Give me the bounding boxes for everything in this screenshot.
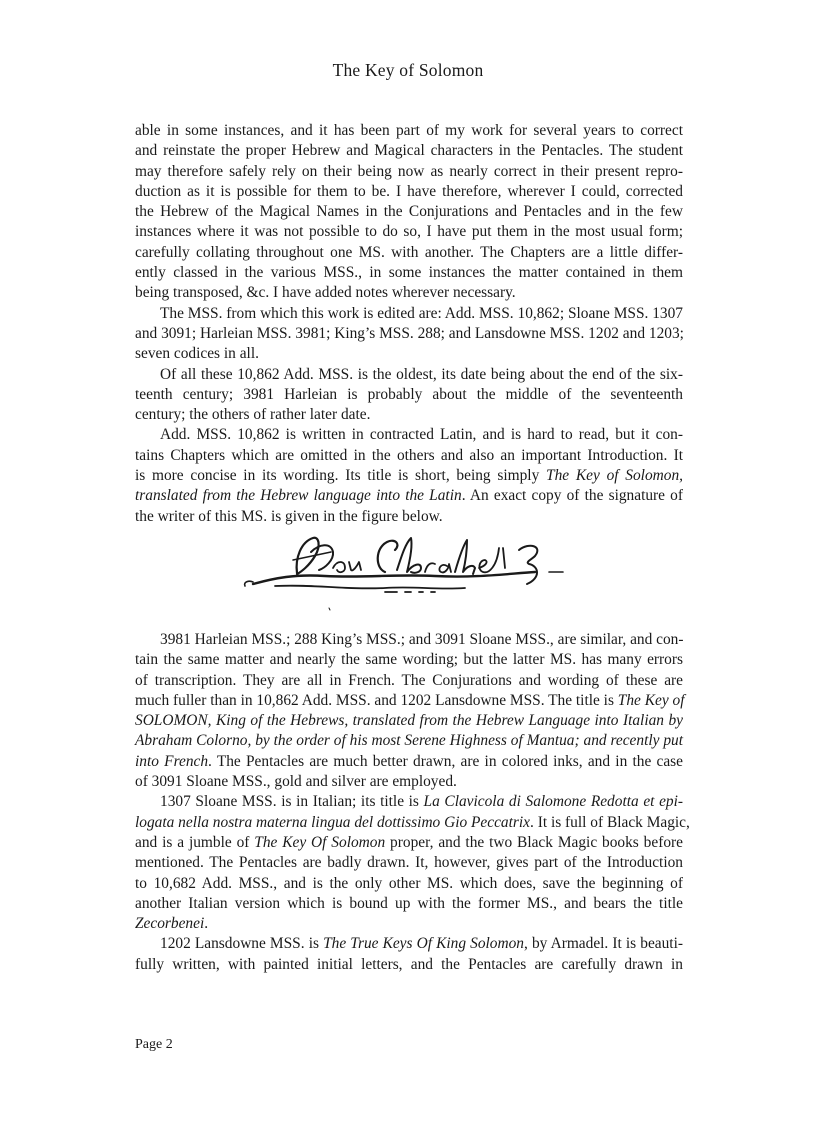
text-line: the writer of this MS. is given in the figure below.	[135, 507, 443, 525]
text-line: Abraham Colorno, by the order of his most Serene Highness of Mantua; and recently put	[135, 732, 683, 750]
text-line: Zecorbenei.	[135, 915, 209, 933]
running-header: The Key of Solomon	[332, 60, 484, 80]
text-line: being transposed, &c. I have added notes wherever necessary.	[135, 284, 516, 302]
handwritten-signature	[235, 528, 585, 618]
text-line: another Italian version which is bound up with the former MS., and bears the title	[135, 894, 683, 912]
text-line: tains Chapters which are omitted in the others and also an important Introduction. It	[135, 446, 683, 464]
text-line: century; the others of rather later date.	[135, 406, 371, 424]
text-line: 3981 Harleian MSS.; 288 King’s MSS.; and 3091 Sloane MSS., are similar, and con-	[160, 631, 684, 648]
text-line: and reinstate the proper Hebrew and Magical characters in the Pentacles. The student	[135, 142, 683, 160]
paragraph-2	[135, 304, 683, 365]
text-line: may therefore safely rely on their being now as nearly correct in their present repro-	[135, 162, 683, 180]
paragraph-7	[135, 934, 683, 975]
text-line: into French. The Pentacles are much better drawn, are in colored inks, and in the case	[135, 752, 683, 770]
text-line: The MSS. from which this work is edited are: Add. MSS. 10,862; Sloane MSS. 1307	[160, 304, 683, 322]
text-line: logata nella nostra materna lingua del dottissimo Gio Peccatrix. It is full of Black Magic,	[135, 813, 690, 831]
text-line: Of all these 10,862 Add. MSS. is the oldest, its date being about the end of the six-	[160, 365, 683, 383]
text-line: fully written, with painted initial letters, and the Pentacles are carefully drawn in	[135, 955, 683, 973]
text-line: much fuller than in 10,862 Add. MSS. and 1202 Lansdowne MSS. The title is The Key of	[135, 691, 685, 709]
text-line: 1202 Lansdowne MSS. is The True Keys Of King Solomon, by Armadel. It is beauti-	[160, 935, 683, 953]
text-line: SOLOMON, King of the Hebrews, translated from the Hebrew Language into Italian by	[135, 712, 683, 730]
paragraph-6	[135, 792, 690, 934]
text-line: of 3091 Sloane MSS., gold and silver are employed.	[135, 773, 457, 791]
text-line: of transcription. They are all in French. The Conjurations and wording of these are	[135, 671, 683, 689]
text-line: teenth century; 3981 Harleian is probably about the middle of the seventeenth	[135, 385, 683, 403]
text-line: translated from the Hebrew language into the Latin. An exact copy of the signature of	[135, 487, 684, 505]
text-line: duction as it is possible for them to be. I have therefore, wherever I could, corrected	[135, 182, 683, 200]
main-text-bottom	[135, 630, 690, 975]
text-line: mentioned. The Pentacles are badly drawn. It, however, gives part of the Introduction	[135, 854, 683, 872]
paragraph-3	[135, 365, 683, 426]
text-line: and 3091; Harleian MSS. 3981; King’s MSS. 288; and Lansdowne MSS. 1202 and 1203;	[135, 324, 684, 342]
text-line: and is a jumble of The Key Of Solomon proper, and the two Black Magic books before	[135, 833, 683, 851]
paragraph-1	[135, 121, 683, 304]
text-line: seven codices in all.	[135, 345, 259, 363]
text-line: tain the same matter and nearly the same wording; but the latter MS. has many errors	[135, 651, 683, 669]
text-line: ently classed in the various MSS., in some instances the matter contained in them	[135, 264, 683, 282]
text-line: is more concise in its wording. Its title is short, being simply The Key of Solomon,	[135, 467, 684, 485]
main-text-top	[135, 121, 683, 527]
text-line: able in some instances, and it has been part of my work for several years to correct	[135, 122, 683, 139]
paragraph-5	[135, 630, 683, 792]
page-number: Page 2	[135, 1037, 173, 1052]
text-line: 1307 Sloane MSS. is in Italian; its title is La Clavicola di Salomone Redotta et epi-	[160, 793, 683, 811]
paragraph-4	[135, 425, 683, 526]
text-line: instances where it was not possible to do so, I have put them in the most usual form;	[135, 223, 683, 241]
text-line: Add. MSS. 10,862 is written in contracted Latin, and is hard to read, but it con-	[160, 426, 683, 444]
text-line: carefully collating throughout one MS. with another. The Chapters are a little differ-	[135, 243, 683, 261]
text-line: to 10,682 Add. MSS., and is the only other MS. which does, save the beginning of	[135, 874, 683, 892]
text-line: the Hebrew of the Magical Names in the Conjurations and Pentacles and in the few	[135, 203, 683, 221]
signature-image	[235, 528, 585, 618]
